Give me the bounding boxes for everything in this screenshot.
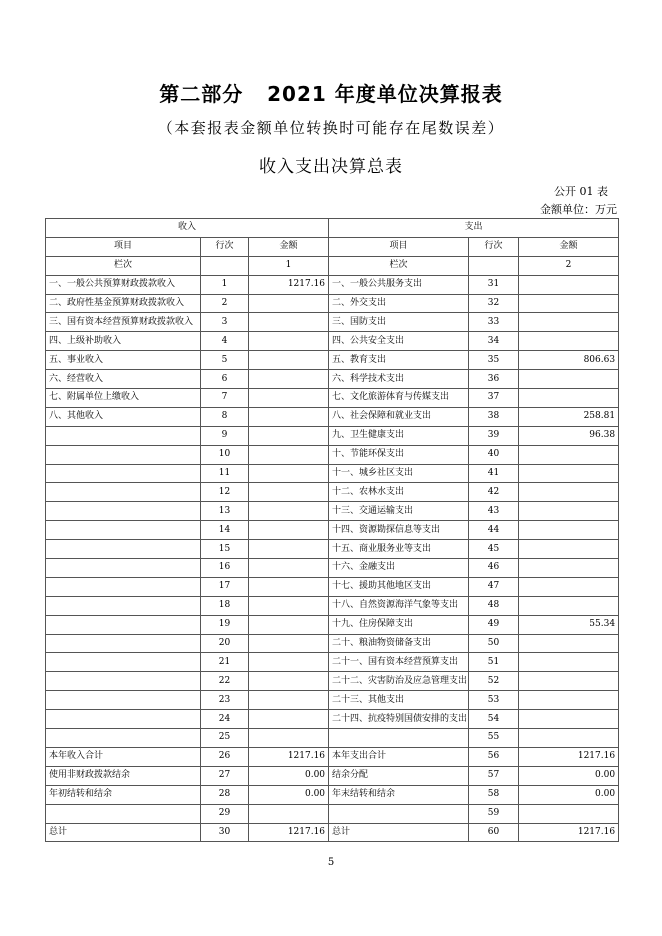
expense-item-cell: 十六、金融支出 xyxy=(329,559,469,578)
income-amount-cell xyxy=(249,426,329,445)
expense-amount-cell xyxy=(519,294,619,313)
expense-amount-cell: 1217.16 xyxy=(519,823,619,842)
income-amount-cell xyxy=(249,445,329,464)
expense-row-no-cell: 55 xyxy=(469,729,519,748)
table-row xyxy=(46,577,619,596)
expense-row-no-cell: 37 xyxy=(469,389,519,408)
table-row xyxy=(46,502,619,521)
income-amount-cell xyxy=(249,313,329,332)
expense-row-no-cell: 47 xyxy=(469,577,519,596)
income-amount-cell xyxy=(249,559,329,578)
expense-item-header: 项目 xyxy=(329,237,469,256)
expense-item-cell: 九、卫生健康支出 xyxy=(329,426,469,445)
table-row xyxy=(46,540,619,559)
table-row xyxy=(46,521,619,540)
table-row xyxy=(46,634,619,653)
income-item-cell xyxy=(46,729,201,748)
expense-row-no-cell: 58 xyxy=(469,785,519,804)
income-lanci-blank xyxy=(201,256,249,275)
expense-row-no-cell: 42 xyxy=(469,483,519,502)
income-row-no-cell: 20 xyxy=(201,634,249,653)
expense-item-cell: 二十二、灾害防治及应急管理支出 xyxy=(329,672,469,691)
income-item-cell xyxy=(46,577,201,596)
expense-amount-cell xyxy=(519,332,619,351)
income-amount-cell xyxy=(249,804,329,823)
income-row-no-cell: 5 xyxy=(201,351,249,370)
expense-row-no-cell: 56 xyxy=(469,747,519,766)
expense-item-cell: 十三、交通运输支出 xyxy=(329,502,469,521)
expense-amount-cell xyxy=(519,313,619,332)
income-item-cell xyxy=(46,502,201,521)
expense-row-no-cell: 33 xyxy=(469,313,519,332)
expense-amount-cell xyxy=(519,691,619,710)
expense-column-number: 2 xyxy=(519,256,619,275)
table-row xyxy=(46,691,619,710)
expense-item-cell: 六、科学技术支出 xyxy=(329,370,469,389)
table-row xyxy=(46,672,619,691)
income-amount-cell xyxy=(249,294,329,313)
amount-unit: 金额单位：万元 xyxy=(540,203,617,216)
income-row-no-cell: 28 xyxy=(201,785,249,804)
income-row-no-cell: 25 xyxy=(201,729,249,748)
expense-amount-cell: 0.00 xyxy=(519,766,619,785)
income-amount-cell xyxy=(249,710,329,729)
income-item-cell: 使用非财政拨款结余 xyxy=(46,766,201,785)
income-item-cell: 二、政府性基金预算财政拨款收入 xyxy=(46,294,201,313)
table-row xyxy=(46,389,619,408)
income-row-no-cell: 18 xyxy=(201,596,249,615)
income-amount-cell: 1217.16 xyxy=(249,823,329,842)
table-row xyxy=(46,766,619,785)
income-row-no-cell: 8 xyxy=(201,407,249,426)
income-amount-cell xyxy=(249,521,329,540)
table-row xyxy=(46,313,619,332)
expense-row-no-cell: 54 xyxy=(469,710,519,729)
table-row xyxy=(46,483,619,502)
expense-item-cell: 十七、援助其他地区支出 xyxy=(329,577,469,596)
expense-amount-cell xyxy=(519,370,619,389)
form-number: 公开 01 表 xyxy=(554,185,608,198)
expense-item-cell: 十九、住房保障支出 xyxy=(329,615,469,634)
table-row xyxy=(46,653,619,672)
income-expense-table xyxy=(45,218,619,842)
income-row-no-cell: 30 xyxy=(201,823,249,842)
income-amount-cell xyxy=(249,483,329,502)
income-row-no-cell: 17 xyxy=(201,577,249,596)
expense-item-cell: 八、社会保障和就业支出 xyxy=(329,407,469,426)
income-row-no-cell: 11 xyxy=(201,464,249,483)
expense-row-no-cell: 57 xyxy=(469,766,519,785)
income-row-no-cell: 24 xyxy=(201,710,249,729)
income-amount-cell: 1217.16 xyxy=(249,275,329,294)
expense-lanci-blank xyxy=(469,256,519,275)
income-row-no-cell: 9 xyxy=(201,426,249,445)
expense-row-no-cell: 36 xyxy=(469,370,519,389)
expense-amount-cell xyxy=(519,559,619,578)
income-item-cell xyxy=(46,710,201,729)
table-column-header-row xyxy=(46,237,619,256)
expense-item-cell: 二十一、国有资本经营预算支出 xyxy=(329,653,469,672)
expense-amount-cell xyxy=(519,464,619,483)
page-title: 第二部分 2021 年度单位决算报表 xyxy=(159,82,503,106)
income-amount-cell xyxy=(249,691,329,710)
expense-item-cell: 二十四、抗疫特别国债安排的支出 xyxy=(329,710,469,729)
income-amount-cell xyxy=(249,729,329,748)
income-amount-cell xyxy=(249,634,329,653)
expense-item-cell: 五、教育支出 xyxy=(329,351,469,370)
income-item-cell xyxy=(46,426,201,445)
expense-amount-cell xyxy=(519,634,619,653)
table-title: 收入支出决算总表 xyxy=(259,157,403,177)
income-amount-cell: 1217.16 xyxy=(249,747,329,766)
expense-amount-cell xyxy=(519,275,619,294)
expense-item-cell: 总计 xyxy=(329,823,469,842)
income-row-no-cell: 12 xyxy=(201,483,249,502)
table-row xyxy=(46,710,619,729)
expense-amount-cell: 96.38 xyxy=(519,426,619,445)
income-row-no-cell: 15 xyxy=(201,540,249,559)
income-row-no-cell: 21 xyxy=(201,653,249,672)
income-row-no-cell: 10 xyxy=(201,445,249,464)
income-amount-cell xyxy=(249,653,329,672)
income-row-no-cell: 19 xyxy=(201,615,249,634)
expense-row-no-cell: 60 xyxy=(469,823,519,842)
expense-row-no-cell: 53 xyxy=(469,691,519,710)
income-amount-header: 金额 xyxy=(249,237,329,256)
income-amount-cell xyxy=(249,540,329,559)
expense-amount-cell xyxy=(519,577,619,596)
expense-amount-cell: 0.00 xyxy=(519,785,619,804)
expense-item-cell: 一、一般公共服务支出 xyxy=(329,275,469,294)
income-item-cell: 总计 xyxy=(46,823,201,842)
income-row-no-cell: 3 xyxy=(201,313,249,332)
expense-amount-cell: 806.63 xyxy=(519,351,619,370)
expense-item-cell: 四、公共安全支出 xyxy=(329,332,469,351)
income-row-no-header: 行次 xyxy=(201,237,249,256)
income-item-cell xyxy=(46,445,201,464)
income-amount-cell xyxy=(249,672,329,691)
income-item-cell xyxy=(46,483,201,502)
income-item-cell: 五、事业收入 xyxy=(46,351,201,370)
income-amount-cell xyxy=(249,407,329,426)
expense-amount-cell xyxy=(519,653,619,672)
income-row-no-cell: 26 xyxy=(201,747,249,766)
expense-item-cell: 结余分配 xyxy=(329,766,469,785)
expense-item-cell: 年末结转和结余 xyxy=(329,785,469,804)
income-item-cell xyxy=(46,540,201,559)
table-row xyxy=(46,426,619,445)
expense-row-no-cell: 49 xyxy=(469,615,519,634)
expense-amount-cell xyxy=(519,710,619,729)
income-row-no-cell: 2 xyxy=(201,294,249,313)
expense-amount-header: 金额 xyxy=(519,237,619,256)
expense-item-cell: 十、节能环保支出 xyxy=(329,445,469,464)
income-amount-cell xyxy=(249,389,329,408)
income-row-no-cell: 29 xyxy=(201,804,249,823)
expense-item-cell xyxy=(329,729,469,748)
income-row-no-cell: 16 xyxy=(201,559,249,578)
income-item-cell: 七、附属单位上缴收入 xyxy=(46,389,201,408)
table-row xyxy=(46,559,619,578)
table-row xyxy=(46,370,619,389)
expense-row-no-cell: 35 xyxy=(469,351,519,370)
income-row-no-cell: 22 xyxy=(201,672,249,691)
expense-row-no-cell: 31 xyxy=(469,275,519,294)
expense-row-no-cell: 39 xyxy=(469,426,519,445)
income-lanci-label: 栏次 xyxy=(46,256,201,275)
expense-item-cell: 二十、粮油物资储备支出 xyxy=(329,634,469,653)
income-item-cell: 一、一般公共预算财政拨款收入 xyxy=(46,275,201,294)
expense-row-no-cell: 59 xyxy=(469,804,519,823)
expense-row-no-cell: 50 xyxy=(469,634,519,653)
page-number: 5 xyxy=(327,857,335,868)
expense-amount-cell: 258.81 xyxy=(519,407,619,426)
expense-amount-cell xyxy=(519,596,619,615)
income-item-cell xyxy=(46,596,201,615)
expense-amount-cell xyxy=(519,729,619,748)
income-item-cell xyxy=(46,691,201,710)
income-item-cell: 本年收入合计 xyxy=(46,747,201,766)
income-item-cell xyxy=(46,634,201,653)
expense-item-cell: 十二、农林水支出 xyxy=(329,483,469,502)
income-item-header: 项目 xyxy=(46,237,201,256)
expense-amount-cell xyxy=(519,804,619,823)
expense-item-cell: 十一、城乡社区支出 xyxy=(329,464,469,483)
income-row-no-cell: 1 xyxy=(201,275,249,294)
expense-item-cell: 十四、资源勘探信息等支出 xyxy=(329,521,469,540)
income-item-cell: 四、上级补助收入 xyxy=(46,332,201,351)
income-item-cell xyxy=(46,615,201,634)
expense-amount-cell xyxy=(519,502,619,521)
income-item-cell xyxy=(46,559,201,578)
table-row xyxy=(46,804,619,823)
expense-item-cell: 本年支出合计 xyxy=(329,747,469,766)
table-row xyxy=(46,596,619,615)
income-row-no-cell: 6 xyxy=(201,370,249,389)
expense-row-no-cell: 41 xyxy=(469,464,519,483)
expense-row-no-cell: 44 xyxy=(469,521,519,540)
income-amount-cell xyxy=(249,502,329,521)
income-section-header: 收入 xyxy=(46,219,329,238)
table-row xyxy=(46,747,619,766)
income-amount-cell xyxy=(249,351,329,370)
expense-section-header: 支出 xyxy=(329,219,619,238)
expense-amount-cell xyxy=(519,521,619,540)
table-section-header-row xyxy=(46,219,619,238)
page-subtitle: （本套报表金额单位转换时可能存在尾数误差） xyxy=(157,119,505,137)
table-row xyxy=(46,332,619,351)
income-amount-cell xyxy=(249,332,329,351)
expense-amount-cell: 55.34 xyxy=(519,615,619,634)
expense-row-no-cell: 32 xyxy=(469,294,519,313)
expense-item-cell: 二、外交支出 xyxy=(329,294,469,313)
table-column-index-row xyxy=(46,256,619,275)
income-amount-cell xyxy=(249,370,329,389)
expense-amount-cell: 1217.16 xyxy=(519,747,619,766)
expense-row-no-cell: 51 xyxy=(469,653,519,672)
table-row xyxy=(46,351,619,370)
expense-item-cell: 三、国防支出 xyxy=(329,313,469,332)
income-amount-cell: 0.00 xyxy=(249,766,329,785)
expense-item-cell: 二十三、其他支出 xyxy=(329,691,469,710)
expense-row-no-cell: 38 xyxy=(469,407,519,426)
income-item-cell: 六、经营收入 xyxy=(46,370,201,389)
income-item-cell xyxy=(46,804,201,823)
expense-row-no-cell: 46 xyxy=(469,559,519,578)
expense-amount-cell xyxy=(519,445,619,464)
income-amount-cell xyxy=(249,596,329,615)
income-row-no-cell: 27 xyxy=(201,766,249,785)
table-row xyxy=(46,275,619,294)
expense-item-cell: 七、文化旅游体育与传媒支出 xyxy=(329,389,469,408)
expense-row-no-cell: 40 xyxy=(469,445,519,464)
income-amount-cell xyxy=(249,615,329,634)
income-row-no-cell: 23 xyxy=(201,691,249,710)
table-row xyxy=(46,729,619,748)
expense-lanci-label: 栏次 xyxy=(329,256,469,275)
expense-item-cell: 十八、自然资源海洋气象等支出 xyxy=(329,596,469,615)
income-item-cell: 年初结转和结余 xyxy=(46,785,201,804)
income-item-cell xyxy=(46,521,201,540)
table-row xyxy=(46,785,619,804)
income-row-no-cell: 13 xyxy=(201,502,249,521)
income-column-number: 1 xyxy=(249,256,329,275)
expense-amount-cell xyxy=(519,389,619,408)
table-row xyxy=(46,407,619,426)
expense-item-cell: 十五、商业服务业等支出 xyxy=(329,540,469,559)
income-item-cell: 三、国有资本经营预算财政拨款收入 xyxy=(46,313,201,332)
income-row-no-cell: 14 xyxy=(201,521,249,540)
income-item-cell: 八、其他收入 xyxy=(46,407,201,426)
expense-row-no-header: 行次 xyxy=(469,237,519,256)
table-row xyxy=(46,445,619,464)
table-row xyxy=(46,823,619,842)
income-item-cell xyxy=(46,464,201,483)
expense-row-no-cell: 34 xyxy=(469,332,519,351)
income-item-cell xyxy=(46,672,201,691)
expense-item-cell xyxy=(329,804,469,823)
expense-row-no-cell: 43 xyxy=(469,502,519,521)
expense-amount-cell xyxy=(519,483,619,502)
expense-row-no-cell: 45 xyxy=(469,540,519,559)
table-row xyxy=(46,615,619,634)
table-row xyxy=(46,464,619,483)
income-amount-cell xyxy=(249,464,329,483)
expense-amount-cell xyxy=(519,672,619,691)
income-item-cell xyxy=(46,653,201,672)
expense-row-no-cell: 52 xyxy=(469,672,519,691)
expense-row-no-cell: 48 xyxy=(469,596,519,615)
expense-amount-cell xyxy=(519,540,619,559)
income-row-no-cell: 4 xyxy=(201,332,249,351)
income-row-no-cell: 7 xyxy=(201,389,249,408)
income-amount-cell xyxy=(249,577,329,596)
income-amount-cell: 0.00 xyxy=(249,785,329,804)
table-row xyxy=(46,294,619,313)
